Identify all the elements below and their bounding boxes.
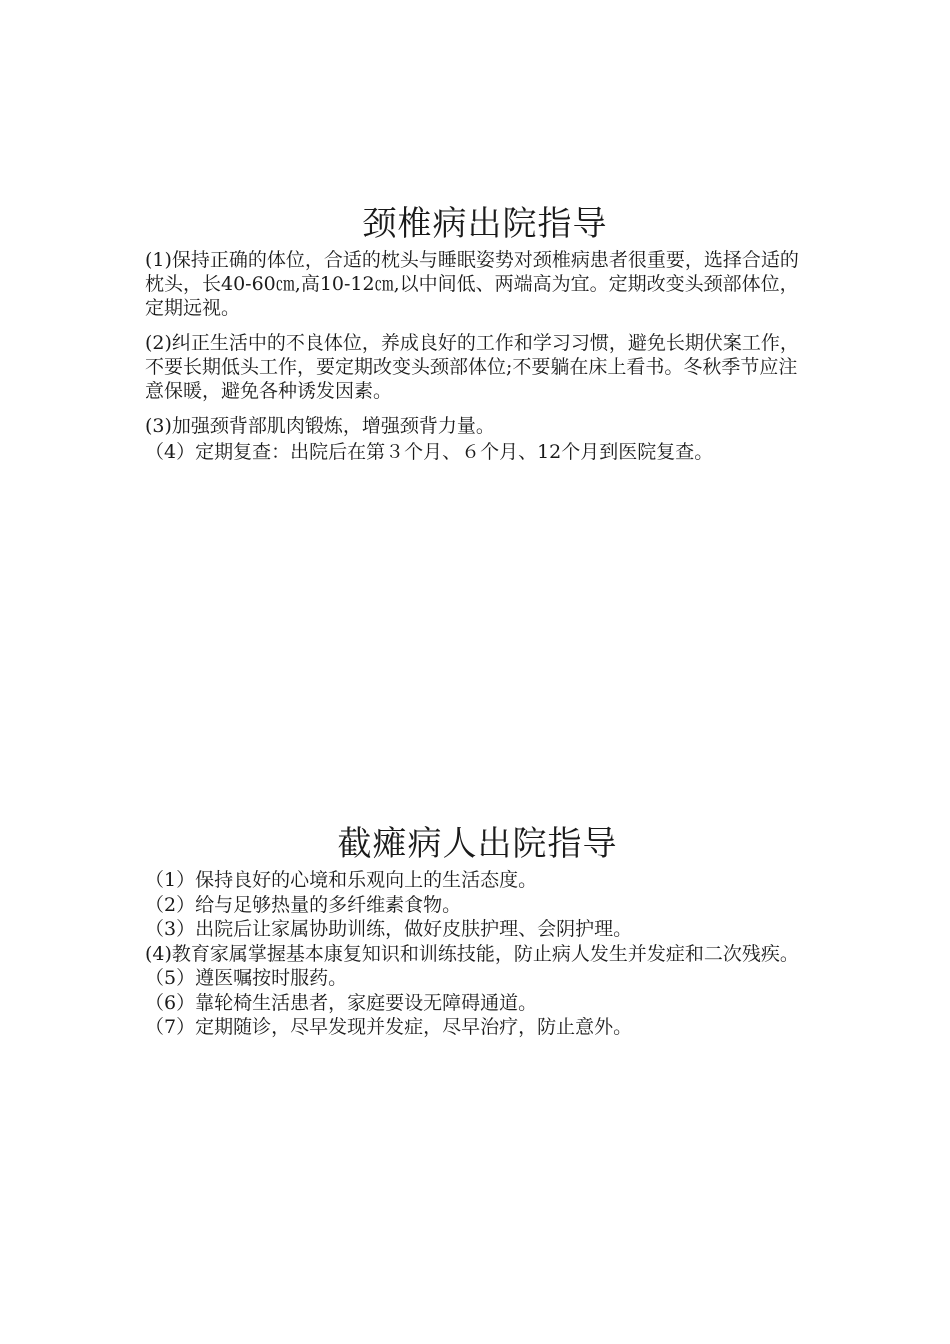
- list-item: （2）给与足够热量的多纤维素食物。: [145, 893, 462, 916]
- list-item: （3）出院后让家属协助训练，做好皮肤护理、会阴护理。: [145, 918, 633, 940]
- section-title: 颈椎病出院指导: [362, 204, 608, 244]
- guidance-list: [145, 248, 810, 464]
- list-item: （6）靠轮椅生活患者，家庭要设无障碍通道。: [145, 991, 538, 1014]
- list-item: (1)保持正确的体位，合适的枕头与睡眠姿势对颈椎病患者很重要，选择合适的枕头，长40-60㎝,高10-12㎝,以中间低、两端高为宜。定期改变头颈部体位，定期远视。: [145, 249, 799, 319]
- section-title: 截瘫病人出院指导: [337, 824, 618, 864]
- list-item: (2)纠正生活中的不良体位，养成良好的工作和学习习惯，避免长期伏案工作，不要长期低头工作，要定期改变头颈部体位;不要躺在床上看书。冬秋季节应注意保暖，避免各种诱发因素。: [145, 332, 799, 402]
- list-item: （1）保持良好的心境和乐观向上的生活态度。: [145, 869, 538, 891]
- cervical-spondylosis-discharge-guide: [145, 200, 810, 464]
- paraplegia-discharge-guide: [145, 820, 810, 1040]
- list-item: （7）定期随诊，尽早发现并发症，尽早治疗，防止意外。: [145, 1016, 633, 1038]
- list-item: （5）遵医嘱按时服药。: [145, 967, 348, 989]
- list-item: （4）定期复查：出院后在第３个月、６个月、12个月到医院复查。: [145, 441, 714, 463]
- list-item: (4)教育家属掌握基本康复知识和训练技能，防止病人发生并发症和二次残疾。: [145, 942, 799, 965]
- list-item: (3)加强颈背部肌肉锻炼，增强颈背力量。: [145, 415, 495, 437]
- guidance-list: [145, 868, 810, 1040]
